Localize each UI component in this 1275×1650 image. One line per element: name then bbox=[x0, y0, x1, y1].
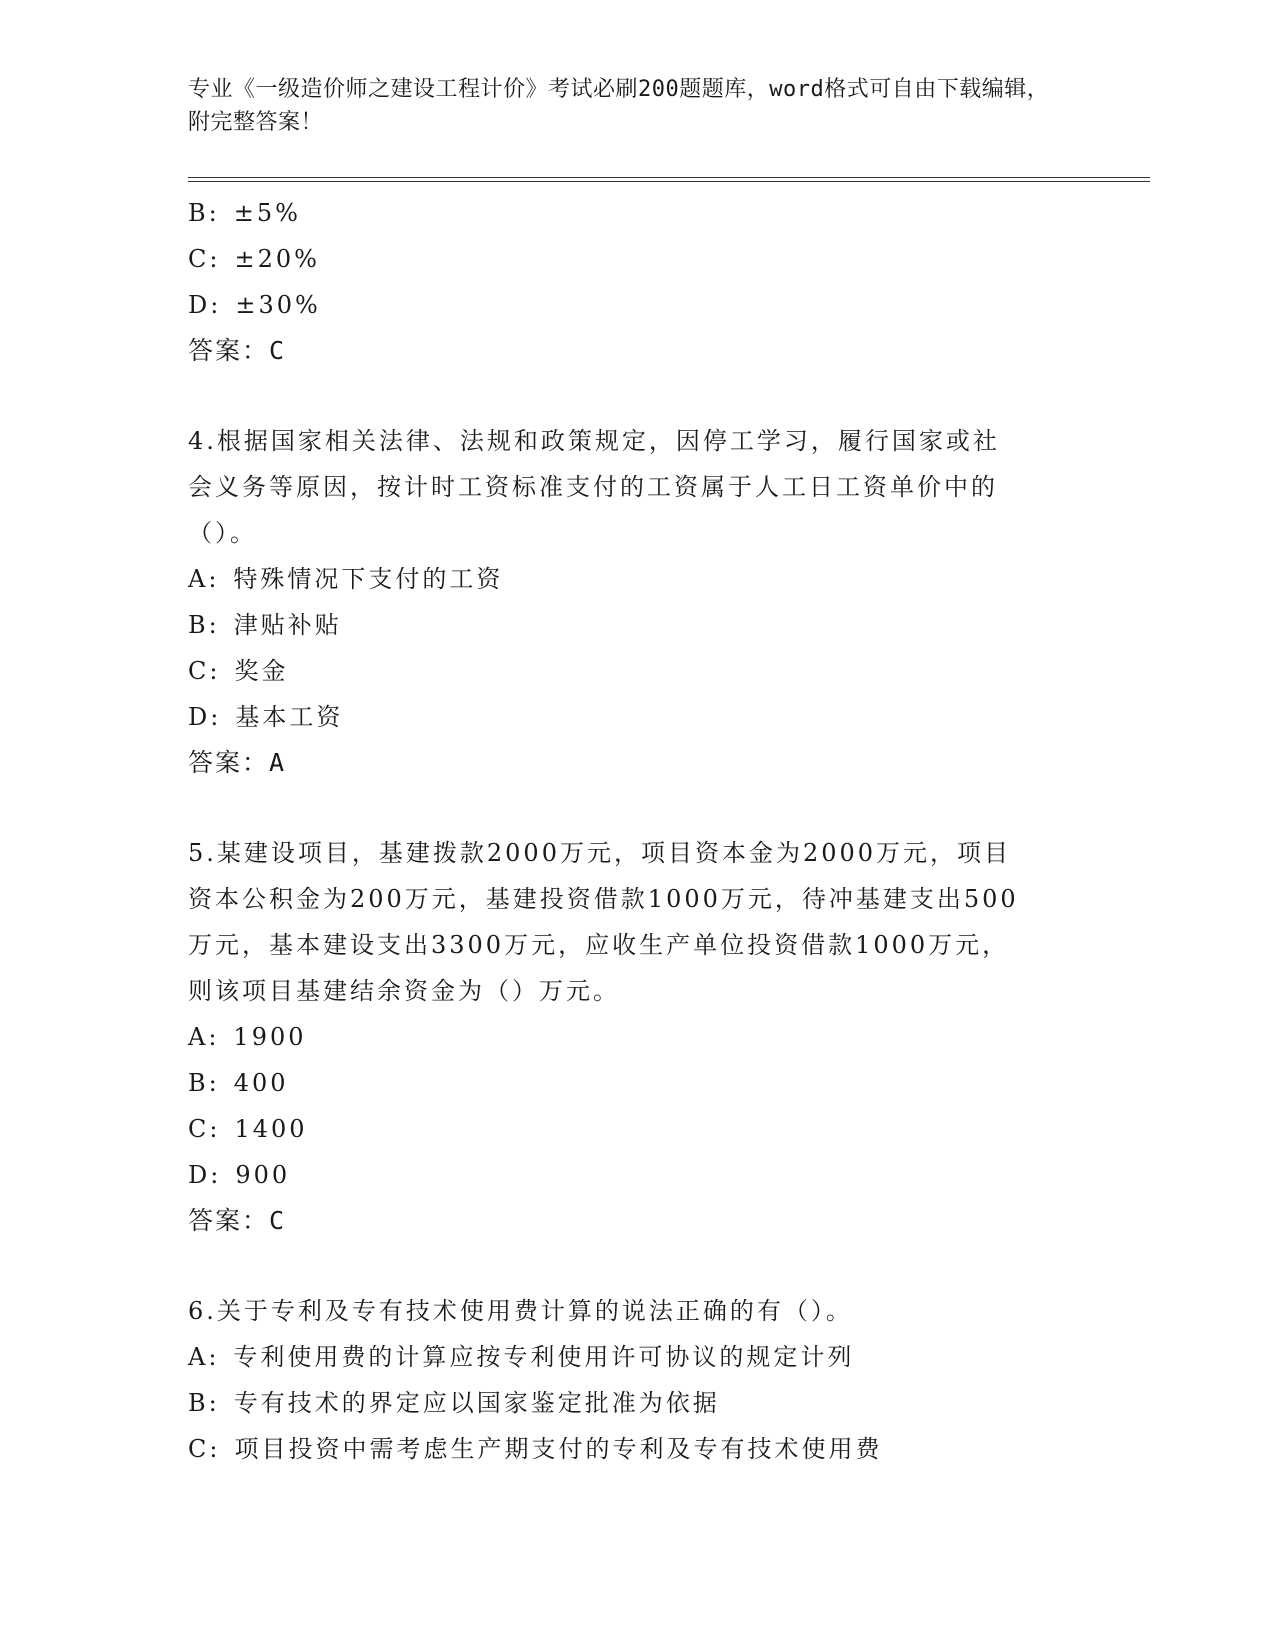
option-a bbox=[188, 1014, 1068, 1060]
spacer bbox=[188, 374, 1068, 418]
option-b bbox=[188, 602, 1068, 648]
answer: 答案：A bbox=[188, 748, 287, 777]
option-text: 1400 bbox=[234, 1115, 308, 1143]
document-header: 专业《一级造价师之建设工程计价》考试必刷200题题库，word格式可自由下载编辑，附完整答案！ bbox=[188, 77, 1050, 135]
option-d bbox=[188, 694, 1068, 740]
option-c bbox=[188, 236, 1068, 282]
option-text: 专利使用费的计算应按专利使用许可协议的规定计列 bbox=[233, 1343, 855, 1371]
question-text-line: 6.关于专利及专有技术使用费计算的说法正确的有（）。 bbox=[188, 1297, 853, 1325]
answer: 答案：C bbox=[188, 1206, 287, 1235]
option-label: D: bbox=[188, 703, 222, 731]
header-rule-bottom bbox=[188, 181, 1150, 182]
option-label: D: bbox=[188, 291, 222, 319]
option-text: 项目投资中需考虑生产期支付的专利及专有技术使用费 bbox=[234, 1435, 883, 1463]
option-text: 津贴补贴 bbox=[233, 611, 342, 639]
option-b bbox=[188, 190, 1068, 236]
question-text-line: 资本公积金为200万元，基建投资借款1000万元，待冲基建支出500 bbox=[188, 885, 1019, 913]
option-label: A: bbox=[188, 1343, 220, 1371]
option-b bbox=[188, 1380, 1068, 1426]
option-text: 基本工资 bbox=[235, 703, 344, 731]
option-label: D: bbox=[188, 1161, 222, 1189]
option-label: B: bbox=[188, 1389, 220, 1417]
option-text: 400 bbox=[233, 1069, 289, 1097]
option-a bbox=[188, 1334, 1068, 1380]
question-text-line: 万元，基本建设支出3300万元，应收生产单位投资借款1000万元， bbox=[188, 931, 1010, 959]
question-text-line: 5.某建设项目，基建拨款2000万元，项目资本金为2000万元，项目 bbox=[188, 839, 1012, 867]
question-text-line: （）。 bbox=[188, 519, 257, 547]
option-label: C: bbox=[188, 657, 221, 685]
answer: 答案：C bbox=[188, 336, 287, 365]
option-label: C: bbox=[188, 1115, 221, 1143]
option-b bbox=[188, 1060, 1068, 1106]
option-text: 900 bbox=[235, 1161, 291, 1189]
question-5 bbox=[188, 830, 1068, 1244]
option-label: C: bbox=[188, 245, 221, 273]
question-6 bbox=[188, 1288, 1068, 1472]
option-label: A: bbox=[188, 1023, 220, 1051]
option-text: 专有技术的界定应以国家鉴定批准为依据 bbox=[233, 1389, 720, 1417]
option-c bbox=[188, 1106, 1068, 1152]
spacer bbox=[188, 1244, 1068, 1288]
option-d bbox=[188, 282, 1068, 328]
question-text-line: 4.根据国家相关法律、法规和政策规定，因停工学习，履行国家或社 bbox=[188, 427, 1000, 455]
option-text: ±30% bbox=[235, 291, 321, 319]
option-c bbox=[188, 648, 1068, 694]
option-c bbox=[188, 1426, 1068, 1472]
option-label: A: bbox=[188, 565, 220, 593]
option-text: 奖金 bbox=[234, 657, 289, 685]
question-content bbox=[188, 190, 1068, 1472]
option-label: B: bbox=[188, 1069, 220, 1097]
option-label: C: bbox=[188, 1435, 221, 1463]
option-a bbox=[188, 556, 1068, 602]
option-text: 1900 bbox=[233, 1023, 307, 1051]
spacer bbox=[188, 786, 1068, 830]
header-rule-top bbox=[188, 177, 1150, 178]
question-3-tail bbox=[188, 190, 1068, 374]
option-text: ±5% bbox=[233, 199, 301, 227]
option-label: B: bbox=[188, 199, 220, 227]
option-text: 特殊情况下支付的工资 bbox=[233, 565, 504, 593]
question-text-line: 会义务等原因，按计时工资标准支付的工资属于人工日工资单价中的 bbox=[188, 473, 998, 501]
question-text-line: 则该项目基建结余资金为（）万元。 bbox=[188, 977, 620, 1005]
option-text: ±20% bbox=[234, 245, 320, 273]
option-label: B: bbox=[188, 611, 220, 639]
option-d bbox=[188, 1152, 1068, 1198]
question-4 bbox=[188, 418, 1068, 786]
